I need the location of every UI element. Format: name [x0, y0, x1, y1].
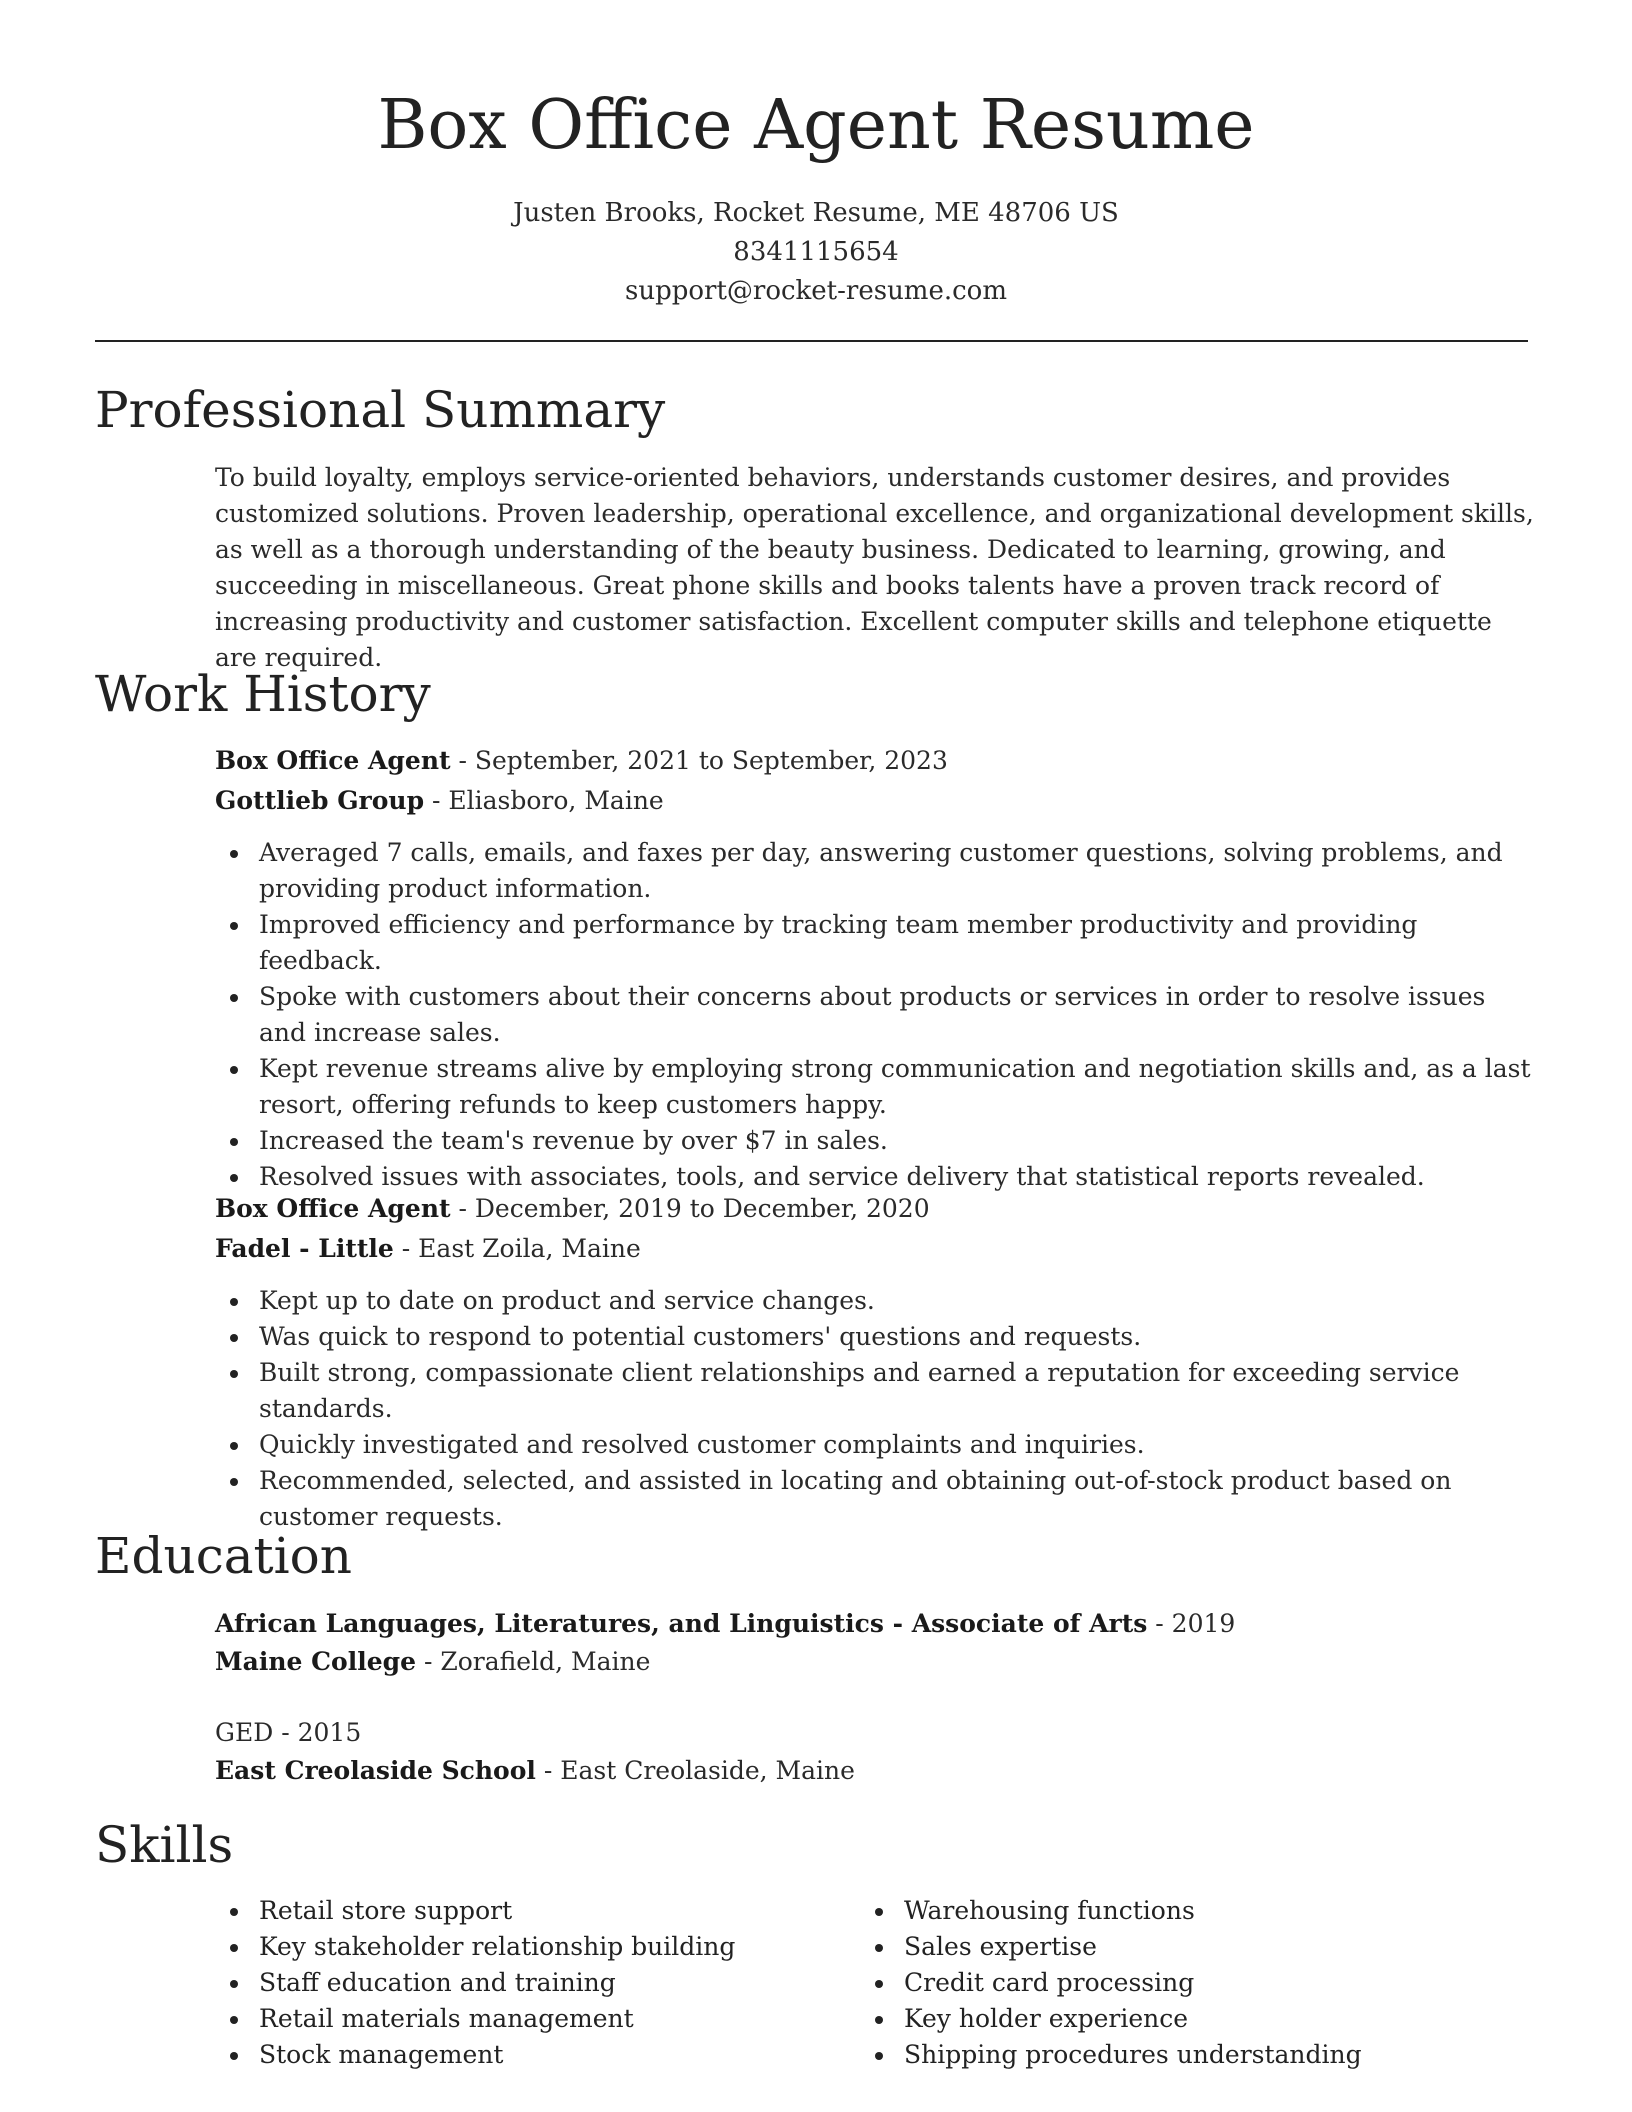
list-item: Increased the team's revenue by over $7 in sales.	[215, 1123, 1535, 1159]
education-year: - 2019	[1147, 1609, 1236, 1638]
job-title: Box Office Agent	[215, 746, 451, 775]
education-entry	[215, 1715, 1535, 1789]
list-item: Retail store support	[215, 1893, 860, 1929]
list-item: Kept revenue streams alive by employing strong communication and negotiation skills and, as a last resort, offering refunds to keep customers happy.	[215, 1051, 1535, 1123]
skills-heading: Skills	[95, 1816, 234, 1874]
work-heading: Work History	[95, 665, 431, 723]
list-item: Shipping procedures understanding	[860, 2037, 1505, 2073]
contact-info	[0, 194, 1632, 311]
summary-heading: Professional Summary	[95, 381, 666, 439]
education-school: East Creolaside School	[215, 1756, 536, 1785]
list-item: Credit card processing	[860, 1965, 1505, 2001]
education-school-line	[215, 1644, 1535, 1680]
education-location: - Zorafield, Maine	[416, 1647, 651, 1676]
list-item: Was quick to respond to potential customers' questions and requests.	[215, 1319, 1535, 1355]
education-heading: Education	[95, 1527, 352, 1585]
skills-list	[215, 1893, 1535, 2073]
education-school: Maine College	[215, 1647, 417, 1676]
list-item: Key stakeholder relationship building	[215, 1929, 860, 1965]
job-dates: - December, 2019 to December, 2020	[450, 1194, 930, 1223]
skills-column-right	[860, 1893, 1505, 2073]
contact-phone: 8341115654	[733, 237, 899, 267]
list-item: Sales expertise	[860, 1929, 1505, 1965]
summary-section	[215, 460, 1535, 676]
resume-title: Box Office Agent Resume	[377, 86, 1255, 165]
list-item: Improved efficiency and performance by tracking team member productivity and providing feedback.	[215, 907, 1535, 979]
job-company: Gottlieb Group	[215, 786, 425, 815]
job-company: Fadel - Little	[215, 1234, 394, 1263]
list-item: Retail materials management	[215, 2001, 860, 2037]
job-location: - East Zoila, Maine	[393, 1234, 641, 1263]
education-location: - East Creolaside, Maine	[535, 1756, 855, 1785]
job-bullets	[215, 835, 1535, 1195]
list-item: Resolved issues with associates, tools, and service delivery that statistical reports revealed.	[215, 1159, 1535, 1195]
job-title-line	[215, 1191, 1535, 1227]
list-item: Built strong, compassionate client relationships and earned a reputation for exceeding service standards.	[215, 1355, 1535, 1427]
job-company-line	[215, 1231, 1535, 1267]
contact-email: support@rocket-resume.com	[624, 276, 1007, 306]
job-company-line	[215, 783, 1535, 819]
list-item: Kept up to date on product and service changes.	[215, 1283, 1535, 1319]
job-title-line	[215, 743, 1535, 779]
education-degree: African Languages, Literatures, and Linguistics - Associate of Arts	[215, 1609, 1148, 1638]
list-item: Averaged 7 calls, emails, and faxes per day, answering customer questions, solving problems, and providing product information.	[215, 835, 1535, 907]
job-entry	[215, 1191, 1535, 1535]
list-item: Staff education and training	[215, 1965, 860, 2001]
education-year: - 2015	[273, 1718, 362, 1747]
contact-address: Justen Brooks, Rocket Resume, ME 48706 US	[513, 198, 1119, 228]
job-location: - Eliasboro, Maine	[424, 786, 664, 815]
header-divider	[95, 340, 1528, 342]
list-item: Recommended, selected, and assisted in locating and obtaining out-of-stock product based on customer requests.	[215, 1463, 1535, 1535]
job-dates: - September, 2021 to September, 2023	[450, 746, 948, 775]
education-degree-line	[215, 1606, 1535, 1642]
job-bullets	[215, 1283, 1535, 1535]
education-school-line	[215, 1753, 1535, 1789]
list-item: Spoke with customers about their concerns about products or services in order to resolve issues and increase sales.	[215, 979, 1535, 1051]
job-entry	[215, 743, 1535, 1195]
summary-text: To build loyalty, employs service-oriented behaviors, understands customer desires, and provides customized solutions. Proven leadership, operational excellence, and organizational development skills, as well as a thorough understanding of the beauty business. Dedicated to learning, growing, and succeeding in miscellaneous. Great phone skills and books talents have a proven track record of increasing productivity and customer satisfaction. Excellent computer skills and telephone etiquette are required.	[215, 463, 1534, 672]
education-degree-line	[215, 1715, 1535, 1751]
list-item: Stock management	[215, 2037, 860, 2073]
list-item: Quickly investigated and resolved customer complaints and inquiries.	[215, 1427, 1535, 1463]
list-item: Warehousing functions	[860, 1893, 1505, 1929]
education-entry	[215, 1606, 1535, 1680]
education-degree: GED	[215, 1718, 274, 1747]
job-title: Box Office Agent	[215, 1194, 451, 1223]
list-item: Key holder experience	[860, 2001, 1505, 2037]
skills-column-left	[215, 1893, 860, 2073]
